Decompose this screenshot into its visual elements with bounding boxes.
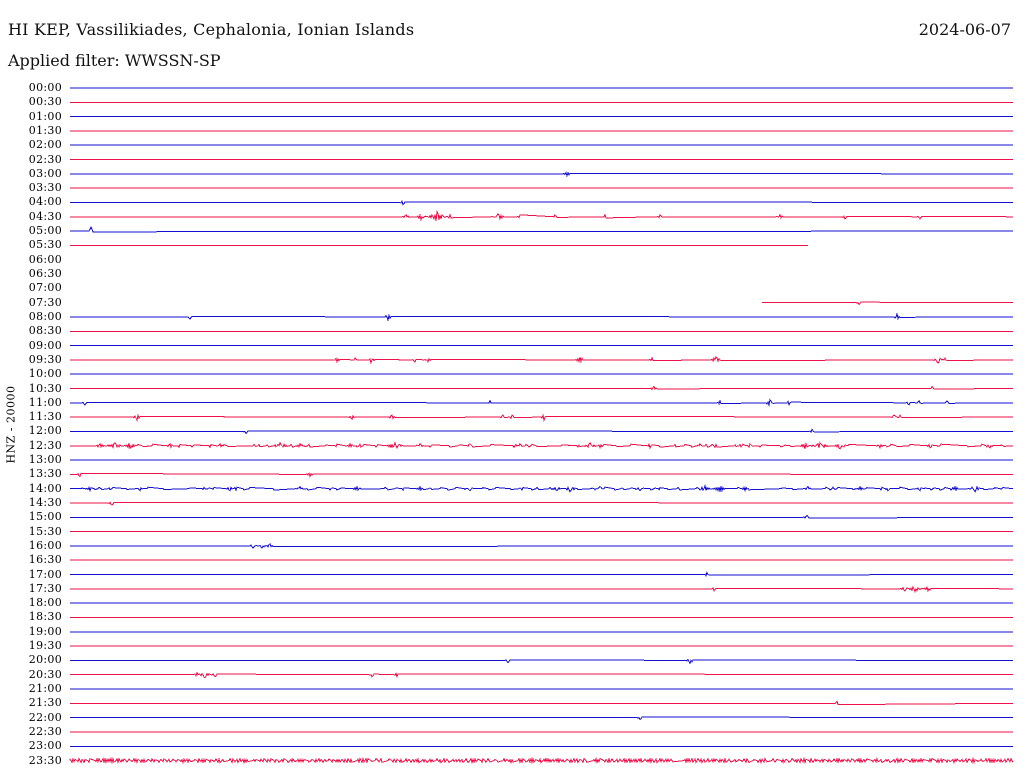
time-label: 03:30 [28,181,62,195]
trace-row [70,659,1013,663]
time-label: 16:30 [28,553,62,567]
time-label: 23:00 [28,739,62,753]
trace-row [70,314,1013,320]
time-label: 11:00 [28,395,62,409]
time-label: 16:00 [28,538,62,552]
trace-row [70,400,1013,405]
trace-row [70,387,1013,390]
time-label: 05:30 [28,238,62,252]
time-label: 23:30 [28,753,62,767]
time-label: 08:30 [28,324,62,338]
station-title: HI KEP, Vassilikiades, Cephalonia, Ionian Islands [8,20,415,39]
trace-row [70,173,1013,176]
trace-row [70,502,1013,505]
time-label: 21:30 [28,696,62,710]
time-label: 05:00 [28,224,62,238]
time-label: 02:00 [28,138,62,152]
time-label: 18:00 [28,596,62,610]
time-label: 01:30 [28,123,62,137]
time-label: 10:30 [28,381,62,395]
time-label: 07:00 [28,281,62,295]
record-date: 2024-06-07 [918,20,1011,39]
time-label: 19:00 [28,624,62,638]
time-label: 03:00 [28,166,62,180]
trace-row [70,759,1013,763]
time-label: 22:30 [28,724,62,738]
time-label: 22:00 [28,710,62,724]
time-label: 20:00 [28,653,62,667]
trace-row [70,201,1013,204]
time-label: 19:30 [28,639,62,653]
trace-row [70,473,1013,476]
time-label: 04:30 [28,209,62,223]
time-label: 06:00 [28,252,62,266]
time-label: 18:30 [28,610,62,624]
time-label: 09:30 [28,352,62,366]
applied-filter-label: Applied filter: WWSSN-SP [8,51,221,70]
time-label: 11:30 [28,410,62,424]
time-label: 13:00 [28,453,62,467]
time-label: 15:00 [28,510,62,524]
trace-row [70,415,1013,420]
trace-row [70,443,1013,449]
trace-row [70,673,1013,678]
time-label: 10:00 [28,367,62,381]
trace-row [70,486,1013,492]
trace-row [70,227,1013,232]
time-label: 07:30 [28,295,62,309]
time-label: 09:00 [28,338,62,352]
time-label: 00:00 [28,81,62,94]
time-label: 04:00 [28,195,62,209]
trace-row [70,212,1013,221]
trace-row [70,429,1013,433]
time-label: 12:00 [28,424,62,438]
trace-row [762,302,1013,304]
time-label: 12:30 [28,438,62,452]
time-label: 08:00 [28,309,62,323]
time-label: 20:30 [28,667,62,681]
time-label: 06:30 [28,267,62,281]
trace-row [70,701,1013,704]
time-label: 01:00 [28,109,62,123]
trace-row [70,587,1013,592]
time-label: 02:30 [28,152,62,166]
time-label: 15:30 [28,524,62,538]
channel-scale-label: HNZ - 20000 [4,385,18,464]
time-label: 17:00 [28,567,62,581]
trace-row [70,357,1013,363]
trace-row [70,515,1013,518]
time-label: 13:30 [28,467,62,481]
trace-row [70,573,1013,576]
trace-row [70,717,1013,720]
time-label: 17:30 [28,581,62,595]
time-label: 14:00 [28,481,62,495]
time-label: 14:30 [28,495,62,509]
time-label: 00:30 [28,95,62,109]
trace-row [70,544,1013,548]
time-label: 21:00 [28,682,62,696]
